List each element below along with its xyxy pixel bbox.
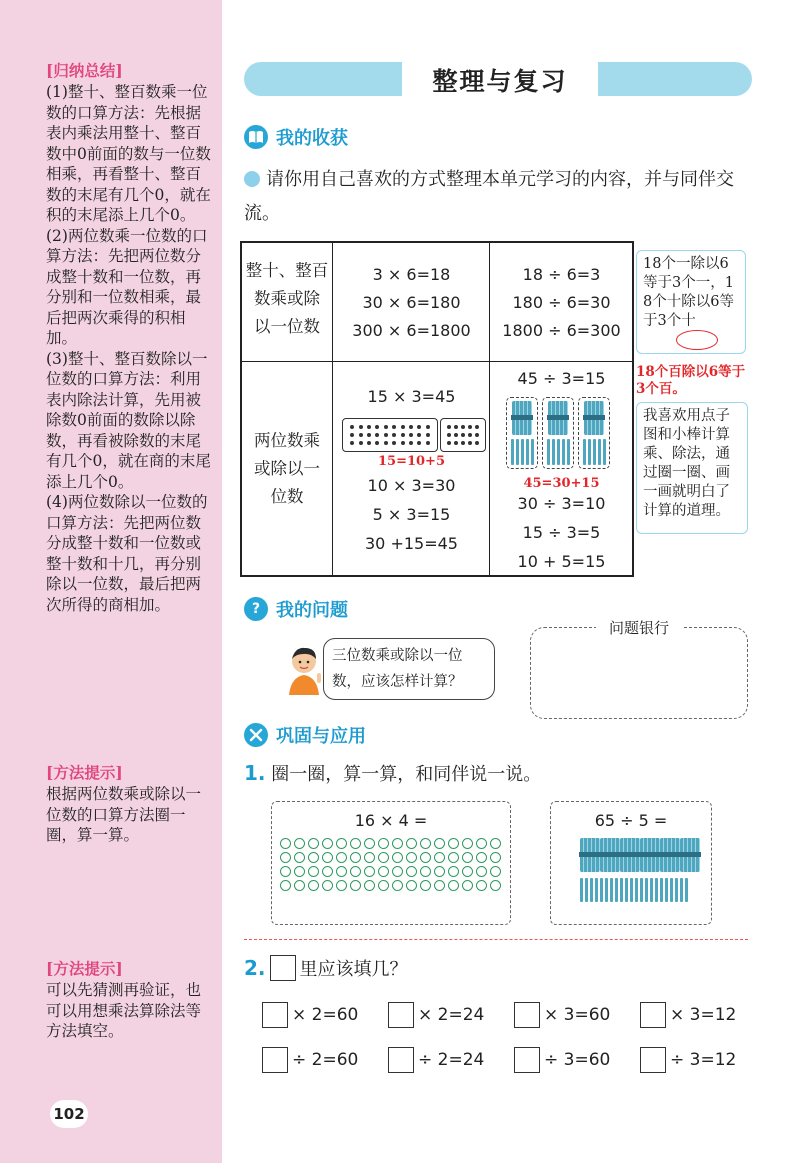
circle [434,852,445,863]
single-stick [655,878,658,902]
dot [350,441,354,445]
stick-bundle [548,401,568,435]
summary-item-2: (2)两位数乘一位数的口算方法：先把两位数分成整十数和一位数，再分别和一位数相乘，最后把两次乘得的积相加。 [46,226,208,347]
circle [434,866,445,877]
dot [475,425,479,429]
dot [468,433,472,437]
dot [468,441,472,445]
stick-bundle [640,838,660,872]
summary-list [46,82,212,615]
dot [392,433,396,437]
answer-blank[interactable] [388,1002,414,1028]
single-stick [547,439,550,465]
dot [475,441,479,445]
row1-header-line: 数乘或除 [254,289,320,308]
circle [490,880,501,891]
single-stick [660,878,663,902]
dot [384,425,388,429]
single-stick [620,878,623,902]
equation: 300 × 6=1800 [352,321,471,340]
decompose-note: 15=10+5 [377,454,445,469]
dot [417,441,421,445]
circle [420,838,431,849]
circle [280,838,291,849]
fill-item [262,1047,358,1073]
dot [375,425,379,429]
row1-header-line: 以一位数 [254,317,320,336]
dot [417,433,421,437]
fill-expression: × 2=24 [418,1005,485,1025]
dot [417,425,421,429]
row1-div-cell [491,261,632,345]
dot [468,425,472,429]
dot [367,425,371,429]
tip2-text: 可以先猜测再验证，也可以用想乘法算除法等方法填空。 [46,981,202,1040]
circle [406,852,417,863]
q1-right-expression: 65 ÷ 5 = [594,811,668,830]
circle [364,866,375,877]
circle [434,838,445,849]
section-practice-header [244,722,366,748]
equation: 15 ÷ 3=5 [522,523,601,542]
circle [280,866,291,877]
fill-expression: ÷ 2=60 [292,1050,359,1070]
row2-div-steps [491,489,632,576]
fill-expression: × 3=12 [670,1005,737,1025]
circle [448,838,459,849]
circle [280,880,291,891]
circle [476,838,487,849]
section-practice-label: 巩固与应用 [276,726,366,747]
bullet-icon [244,171,260,187]
dot [359,441,363,445]
circle [294,838,305,849]
single-stick [603,439,606,465]
single-stick [588,439,591,465]
circle [350,866,361,877]
circle [336,838,347,849]
bubble-text: 三位数乘或除以一位数，应该怎样计算？ [332,648,463,690]
dot [454,441,458,445]
dot [475,433,479,437]
single-stick [562,439,565,465]
dot [401,433,405,437]
summary-item-3: (3)整十、整百数除以一位数的口算方法：利用表内除法计算，先用被除数0前面的数除以除数，再看被除数的末尾有几个0，就在商的末尾添上几个0。 [46,349,211,491]
tip1-text: 根据两位数乘或除以一位数的口算方法圈一圈，算一算。 [46,785,202,844]
dot [367,441,371,445]
single-stick [595,878,598,902]
single-stick [526,439,529,465]
circle [308,838,319,849]
dot [409,425,413,429]
circle [420,852,431,863]
row2-mult-steps [334,471,489,558]
question-bank-box[interactable] [530,627,748,719]
note1-red-text: 18个百除以6等于3个百。 [636,364,746,397]
q1-left-expression: 16 × 4 = [354,811,428,830]
circle [322,866,333,877]
question-2-text: 里应该填几？ [299,959,408,980]
equation: 30 ÷ 3=10 [517,494,606,513]
circle [490,852,501,863]
circle [476,880,487,891]
dot [454,425,458,429]
equation: 1800 ÷ 6=300 [502,321,621,340]
single-stick [635,878,638,902]
question-1 [244,760,541,786]
circle [364,838,375,849]
summary-title: [归纳总结] [46,61,123,80]
row2-div-top: 45 ÷ 3=15 [517,369,606,388]
circle [392,852,403,863]
single-stick [605,878,608,902]
row2-header-line: 或除以一 [254,459,320,478]
question-bubble [323,638,495,700]
fill-item [514,1047,610,1073]
page-title: 整理与复习 [432,67,568,96]
circle [336,852,347,863]
circle [336,866,347,877]
single-stick [630,878,633,902]
dot [384,441,388,445]
decompose-note-div: 45=30+15 [523,476,600,491]
circle [350,852,361,863]
dot [350,433,354,437]
question-1-text: 圈一圈，算一算，和同伴说一说。 [271,764,542,785]
circle [434,880,445,891]
question-2-number: 2. [244,956,266,980]
single-stick [640,878,643,902]
dot [392,425,396,429]
equation: 18 ÷ 6=3 [522,265,601,284]
dot [461,433,465,437]
circle [462,852,473,863]
equation: 3 × 6=18 [372,265,451,284]
stick-bundle [680,838,700,872]
dot [426,433,430,437]
section-harvest-header [244,124,348,150]
intro-text [244,163,756,231]
single-stick [590,878,593,902]
answer-blank[interactable] [514,1002,540,1028]
dot [367,433,371,437]
note1-text: 18个一除以6等于3个一，18个十除以6等于3个十 [643,256,734,329]
single-stick [516,439,519,465]
circle [364,852,375,863]
dot [447,425,451,429]
single-stick [665,878,668,902]
dot [409,433,413,437]
dot [409,441,413,445]
circle [490,866,501,877]
row1-header-line: 整十、整百 [245,261,329,280]
circle [448,852,459,863]
circle [406,880,417,891]
method-tip-2 [46,958,212,1042]
fill-expression: ÷ 3=60 [544,1050,611,1070]
row1-header [242,257,332,341]
fill-expression: × 3=60 [544,1005,611,1025]
section-question-label: 我的问题 [276,600,348,621]
single-stick [615,878,618,902]
table-divider [332,243,333,575]
answer-blank[interactable] [388,1047,414,1073]
equation: 30 × 6=180 [362,293,461,312]
circle [420,880,431,891]
circle [406,838,417,849]
row2-header-line: 两位数乘 [254,431,320,450]
single-stick [557,439,560,465]
dot [359,425,363,429]
answer-blank[interactable] [640,1047,666,1073]
answer-blank[interactable] [262,1047,288,1073]
dot [447,433,451,437]
single-stick [593,439,596,465]
stick-bundle [660,838,680,872]
circle-grid[interactable] [280,838,502,894]
row2-header-line: 位数 [270,487,304,506]
circle [392,838,403,849]
single-stick [585,878,588,902]
question-1-number: 1. [244,761,266,785]
circle [364,880,375,891]
fill-item [640,1047,736,1073]
circle [280,852,291,863]
single-stick [521,439,524,465]
circle [308,866,319,877]
section-question-header [244,596,348,622]
circle [462,880,473,891]
dot [375,441,379,445]
equation: 10 × 3=30 [367,476,456,495]
red-ellipse-mark [676,330,718,350]
tip1-title: [方法提示] [46,763,123,782]
table-divider [242,361,632,362]
stick-bundle [620,838,640,872]
boy-avatar-icon [283,645,325,695]
circle [420,866,431,877]
single-stick [625,878,628,902]
equation: 30 +15=45 [365,534,458,553]
circle [322,852,333,863]
circle [392,866,403,877]
answer-blank[interactable] [262,1002,288,1028]
question-bank-title: 问题银行 [596,617,682,638]
note2-text: 我喜欢用点子图和小棒计算乘、除法，通过圈一圈、画一画就明白了计算的道理。 [643,408,730,519]
fill-item [640,1002,736,1028]
dot [454,433,458,437]
stick-bundle [580,838,600,872]
fill-item [388,1047,484,1073]
section-harvest-label: 我的收获 [276,128,348,149]
book-icon [244,125,268,149]
circle [378,852,389,863]
circle [294,866,305,877]
circle [308,852,319,863]
circle [308,880,319,891]
circle [406,866,417,877]
single-stick [598,439,601,465]
dot [426,425,430,429]
answer-blank[interactable] [640,1002,666,1028]
single-stick [580,878,583,902]
row2-header [242,427,332,511]
dot [350,425,354,429]
single-stick [650,878,653,902]
fill-item [262,1002,358,1028]
circle [378,866,389,877]
circle [448,866,459,877]
summary-item-1: (1)整十、整百数乘一位数的口算方法：先根据表内乘法用整十、整百数中0前面的数与一位数相乘，再看整十、整百数的末尾有几个0，就在积的末尾添上几个0。 [46,83,211,224]
fill-expression: ÷ 2=24 [418,1050,485,1070]
circle [294,852,305,863]
dot [461,441,465,445]
method-tip-1 [46,762,212,846]
circle [322,880,333,891]
row1-mult-cell [334,261,489,345]
intro-sentence: 请你用自己喜欢的方式整理本单元学习的内容，并与同伴交流。 [244,169,734,224]
single-stick [685,878,688,902]
circle [462,866,473,877]
dot [392,441,396,445]
dot [447,441,451,445]
circle [322,838,333,849]
circle [392,880,403,891]
dot [375,433,379,437]
single-stick [675,878,678,902]
single-stick [680,878,683,902]
dot [384,433,388,437]
dot [359,433,363,437]
dot [461,425,465,429]
dot-array-ten [342,418,438,452]
circle [448,880,459,891]
fill-item [388,1002,484,1028]
sidebar [0,0,222,1163]
equation: 180 ÷ 6=30 [512,293,611,312]
dot [401,425,405,429]
note-card-2 [636,402,748,534]
stick-bundle [512,401,532,435]
circle [294,880,305,891]
dot-array-five [440,418,486,452]
single-stick [600,878,603,902]
circle [462,838,473,849]
circle [350,838,361,849]
stick-bundle [584,401,604,435]
tip2-title: [方法提示] [46,959,123,978]
equation: 5 × 3=15 [372,505,451,524]
circle [490,838,501,849]
question-mark-icon: ? [244,597,268,621]
fill-expression: × 2=60 [292,1005,359,1025]
summary-item-4: (4)两位数除以一位数的口算方法：先把两位数分成整十数和一位数或整十数和十几，再分别除以一位数，最后把两次所得的商相加。 [46,493,208,614]
row2-mult-top: 15 × 3=45 [367,387,456,406]
review-table [240,241,634,577]
single-stick [531,439,534,465]
blank-box-icon [270,955,296,981]
circle [378,880,389,891]
summary-block [46,60,212,615]
single-stick [610,878,613,902]
circle [476,852,487,863]
single-stick [567,439,570,465]
circle [350,880,361,891]
single-stick [511,439,514,465]
single-stick [670,878,673,902]
single-stick [645,878,648,902]
dot [401,441,405,445]
tools-icon [244,723,268,747]
fill-expression: ÷ 3=12 [670,1050,737,1070]
dot [426,441,430,445]
single-stick [552,439,555,465]
table-divider [489,243,490,575]
stick-bundle [600,838,620,872]
circle [476,866,487,877]
fill-item [514,1002,610,1028]
page-number: 102 [50,1100,88,1128]
circle [336,880,347,891]
circle [378,838,389,849]
single-stick [583,439,586,465]
equation: 10 + 5=15 [517,552,606,571]
answer-blank[interactable] [514,1047,540,1073]
question-2 [244,955,408,981]
dashed-divider [244,939,748,940]
